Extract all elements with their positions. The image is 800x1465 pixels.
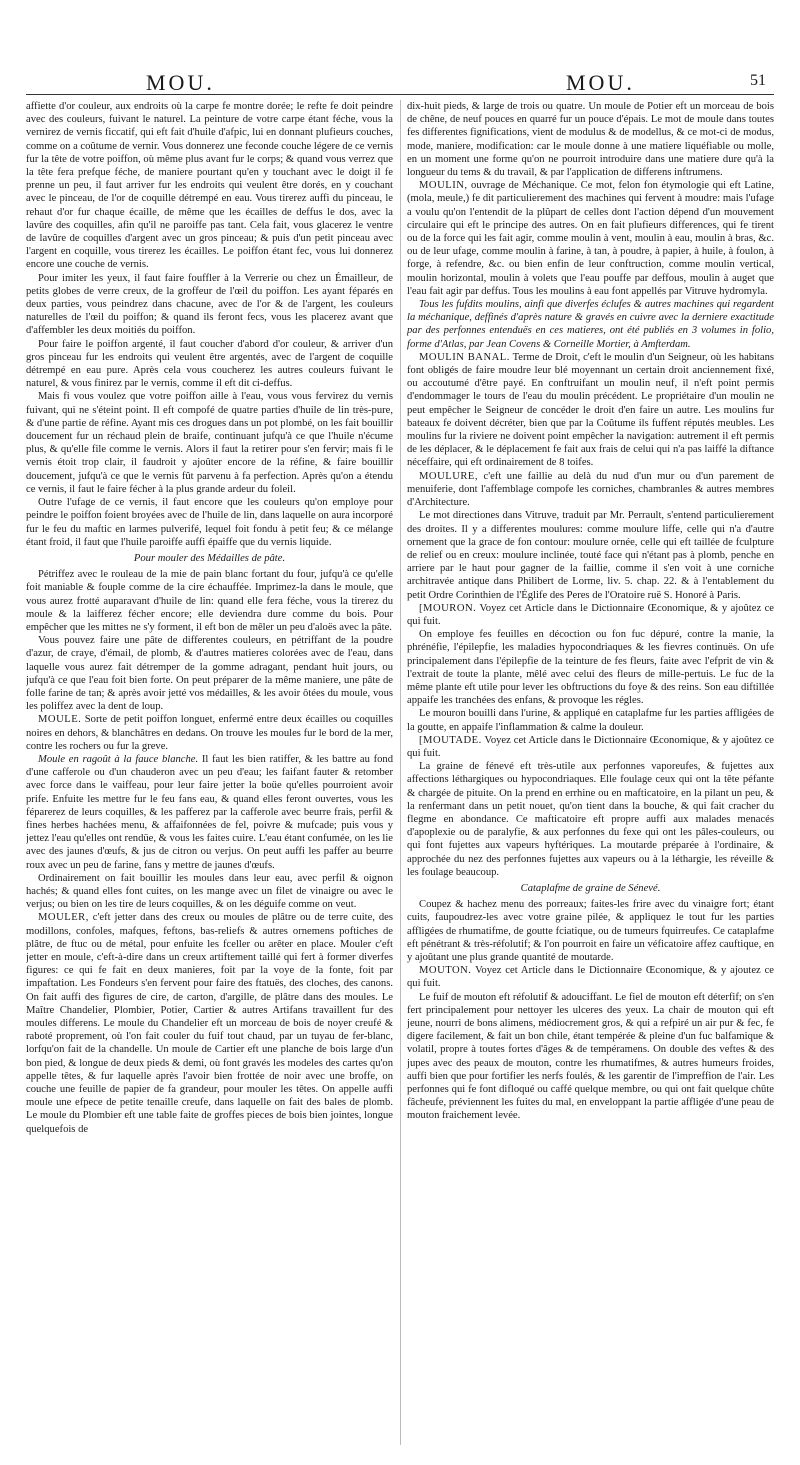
paragraph: Le mot directiones dans Vitruve, traduit par Mr. Perrault, s'entend particulierement des droites. Il y a differentes moulures: comme moulure liffe, celle qui n'a d'autre ornement que la grace de fon contour: moulure ornée, celle qui eft taillée de fculpture de relief ou en creux: moulure inclinée, touté face qui n'étant pas à plomb, penche en arriere par le haut pour gagner de la faillie, comme il s'en voit à une corniche architravée antique dans Philibert de Lorme, liv. 5. chap. 22. & à l'entablement du petit Ordre Corinthien de l'Églife des Peres de l'Oratoire ruë S. Honoré à Paris. [407, 510, 774, 601]
left-column [26, 100, 393, 1445]
header-right-word: MOU. [566, 70, 635, 95]
entry-headword: [MOUTADE. [419, 734, 482, 746]
text-columns [26, 100, 774, 1445]
entry-text: Voyez cet Article dans le Dictionnaire Œconomique, & y ajoutez ce qui fuit. [407, 965, 774, 990]
paragraph: Coupez & hachez menu des porreaux; faites-les frire avec du vinaigre fort; étant cuits, faupoudrez-les avec votre graine pilée, & appliquez le tout fur les parties affligées de rhumatifme, de goutte fciatique, ou de tumeurs fquirreufes. Ce cataplafme eft pénétrant & très-réfolutif; & l'on pourroit en faire un véficatoire affez cauftique, en y ajoûtant une plus grande quantité de moutarde. [407, 899, 774, 963]
entry-mouler [26, 911, 393, 1135]
entry-moulure [407, 470, 774, 510]
paragraph: La graine de fénevé eft très-utile aux perfonnes vaporeufes, & fujettes aux affections léthargiques ou hypocondriaques. Elle foulage ceux qui ont la tête péfante & chargée de pituite. On la prend en errhine ou en mafticatoire, en la pilant un peu, & la renfermant dans un petit nouet, qu'on tient dans la bouche, & qui fait cracher du flegme en abondance. Ce mafticatoire eft propre auffi aux malades menacés d'apoplexie ou de paralyfie, & aux perfonnes du fexe qui ont les pâles-couleurs, ou qui font fujettes aux vapeurs hyftériques. La moutarde préparée à l'ordinaire, & approchée du nez des perfonnes fujettes aux vapeurs ou à la léthargie, les réveille & les foulage beaucoup. [407, 761, 774, 878]
column-divider [400, 100, 401, 1445]
entry-mouton [407, 964, 774, 990]
entry-headword: Moule en ragoût à la fauce blanche. [38, 753, 199, 765]
entry-text: Tous les fufdits moulins, ainfi que diverfes éclufes & autres machines qui regardent la méchanique, deffinés d'après nature & gravés en cuivre avec la derniere exactitude par des perfonnes entenduës en ces matieres, ont été publiés en 3 volumes in folio, forme d'Atlas, par Jean Covens & Corneille Mortier, à Amfterdam. [407, 299, 774, 350]
entry-headword: MOULIN, [419, 180, 468, 192]
paragraph: Outre l'ufage de ce vernis, il faut encore que les couleurs qu'on employe pour peindre le poiffon foient broyées avec de l'huile de lin, dans laquelle on aura incorporé fur le feu du maftic en larmes pulverifé, lequel foit fondu à petit feu; & ce mélange étant froid, il faut que l'huile paroiffe auffi épaiffe que du vernis liquide. [26, 497, 393, 548]
entry-headword: MOULURE, [419, 470, 479, 482]
section-subheading: Pour mouler des Médailles de pâte. [133, 552, 286, 564]
paragraph: Vous pouvez faire une pâte de differentes couleurs, en pétriffant de la poudre d'azur, de craye, d'émail, de plomb, & d'autres matieres colorées avec de l'eau, dans laquelle vous aurez fait détremper de la gomme adragant, pendant huit jours, ou jufqu'à ce que l'eau foit bien forte. On peut préparer de la même maniere, une pâte de folle farine de tan; & après avoir jetté vos médailles, & les avoir ôtées du moule, vous les poliffez avec la dent de loup. [26, 635, 393, 713]
entry-text: Sorte de petit poiffon longuet, enfermé entre deux écailles ou coquilles noires en dehors, & blanchâtres en dedans. On trouve les moules fur le bord de la mer, contre les rochers ou fur la greve. [26, 714, 393, 752]
paragraph-italic [407, 298, 774, 351]
entry-mouron [407, 602, 774, 628]
entry-headword: MOULE. [38, 714, 82, 726]
entry-text: c'eft une faillie au delà du nud d'un mur ou d'un parement de menuiferie, dont l'affemblage compofe les corniches, chambranles & autres membres d'Architecture. [407, 470, 774, 509]
entry-moule [26, 713, 393, 753]
entry-moulin [407, 179, 774, 298]
entry-text: Il faut les bien ratiffer, & les battre au fond d'une cafferole ou d'un chauderon avec un peu d'eau; les faifant fauter & retomber avec force dans le vaiffeau, pour leur faire jetter la boüe qu'elles pourroient avoir prife. Enfuite les mettre fur le feu fans eau, & quand elles feront ouvertes, vous les féparerez de leurs coquilles, & les pafferez par la cafferole avec beurre frais, perfil & fines herbes hachées menu, & affaifonnées de fel, poivre & mufcade; puis vous y jettez l'eau qu'elles ont rendüe, & vous les faites cuire. L'eau étant confumée, on les lie avec des jaunes d'œufs, & jus de citron ou verjus. On peut auffi les paffer au beurre roux avec un peu de farine, fans y mettre de jaunes d'œufs. [26, 753, 393, 871]
entry-text: Voyez cet Article dans le Dictionnaire Œconomique, & y ajoûtez ce qui fuit. [407, 602, 774, 627]
entry-moule-ragout [26, 753, 393, 872]
header-left-word: MOU. [146, 70, 215, 95]
entry-headword: MOUTON. [419, 965, 472, 977]
paragraph: Pour imiter les yeux, il faut faire fouffler à la Verrerie ou chez un Émailleur, de petits globes de verre creux, de la groffeur de l'œil du poiffon. Les ayant féparés en deux parties, vous peindrez dans chacune, avec de l'or & de l'argent, les couleurs naturelles de l'œil du poiffon; & quand ils feront fecs, vous les placerez avant que d'affembler les deux moitiés du poiffon. [26, 272, 393, 337]
paragraph: Ordinairement on fait bouillir les moules dans leur eau, avec perfil & oignon hachés; & quand elles font cuites, on les mange avec un filet de vinaigre ou avec le verjus; ou bien on les tire de leurs coquilles, & on les déguife comme on veut. [26, 872, 393, 911]
entry-moulin-banal [407, 351, 774, 470]
paragraph: Le fuif de mouton eft réfolutif & adouciffant. Le fiel de mouton eft déterfif; on s'en fert principalement pour nettoyer les ulceres des yeux. La chair de mouton qui eft jeune, nourri de bons alimens, médiocrement gros, & qui a refpiré un air pur & fec, fe digere facilement, & fait un bon chile, étant tempérée & pleine d'un fuc balfamique & volatil, propre à toutes fortes d'âges & de tempéramens. On double des veftes & des jupes avec des peaux de mouton, contre les rhumatifmes, & autres humeurs froides, auffi bien que pour fortifier les nerfs foulés, & les garentir de l'impreffion de l'air. Les perfonnes qui fe font difloqué ou caffé quelque membre, ou qui ont fait quelque chûte fâcheufe, préviennent les fuites du mal, en enveloppant la partie affligée d'une peau de mouton fraichement levée. [407, 991, 774, 1122]
paragraph: Pour faire le poiffon argenté, il faut coucher d'abord d'or couleur, & arriver d'un gros pinceau fur les endroits qui veulent être argentés, avec de l'argent de coquille détrempé en eau pure. Après cela vous coucherez les autres couleurs fuivant le naturel, & vous finirez par le vernis, comme il eft dit ci-deffus. [26, 338, 393, 390]
entry-text: Voyez cet Article dans le Dictionnaire Œconomique, & y ajoûtez ce qui fuit. [407, 734, 774, 759]
header-rule [26, 94, 774, 95]
entry-headword: [MOURON. [419, 602, 477, 614]
page-number: 51 [750, 72, 766, 89]
paragraph: Le mouron bouilli dans l'urine, & appliqué en cataplafme fur les parties affligées de la goutte, en appaife l'inflammation & calme la douleur. [407, 708, 774, 733]
right-column [407, 100, 774, 1445]
paragraph: Pétriffez avec le rouleau de la mie de pain blanc fortant du four, jufqu'à ce qu'elle foit maniable & fouple comme de la cire échauffée. Imprimez-la dans le moule, que vous aurez frotté auparavant d'huile de lin: quand elle fera féche, vous la tirerez du moule & la laifferez fécher encore; elle deviendra dure comme du bois. Pour empêcher que les mittes ne s'y forment, il eft bon de mêler un peu d'aloës avec la pâte. [26, 569, 393, 633]
entry-headword: MOULIN BANAL. [419, 351, 510, 363]
paragraph: affiette d'or couleur, aux endroits où la carpe fe montre dorée; le refte fe doit peindre avec des couleurs, fuivant le naturel. La peinture de votre carpe étant féche, vous la vernirez de vernis ficcatif, qui eft fait d'huile d'afpic, lui en donnant plufieurs couches, comme on a coûtume de vernir. Vous donnerez une feconde couche légere de ce vernis fur la tête de votre poiffon, où même plus avant fur le corps; & quand vous verrez que la tête fera prefque féche, de maniere pourtant qu'en y touchant avec le doigt il fe prenne un peu, il faut arriver fur les endroits qui veulent être dorés, en y couchant avec le pinceau, de l'or de coquille détrempé en eau. Vous tirerez auffi du pinceau, le rehaut d'or fur chaque écaille, de même que les écailles de deffus le dos, avec la lavûre des coquilles, afin qu'il ne paroiffe pas tant. Cela fait, vous glacerez le ventre de lavûre de coquilles d'argent avec un gros pinceau; & puis d'un petit pinceau avec l'argent en coquille, vous tirerez les écailles. Le poiffon étant fec, vous lui donnerez encore une couche de vernis. [26, 101, 393, 271]
entry-text: Terme de Droit, c'eft le moulin d'un Seigneur, où les habitans font obligés de faire moudre leur blé moyennant un certain droit anciennement fixé, ou accoutumé d'être payé. En conftruifant un moulin neuf, il n'eft point permis d'endommager le tours de l'eau du moulin précédent. Le propriétaire d'un moulin ne peut empêcher le Seigneur de concéder le droit d'en faire un autre. Les moulins fur bateaux fe doivent décréter, bien que par la Coûtume ils fuffent réputés meubles. Les moulins fur la riviere ne doivent point empêcher la navigation: autrement il eft permis de les déplacer, & le déplacement fe fait aux frais de celui qui n'a pas laiffé la diftance néceffaire, qui eft ordinairement de 8 toifes. [407, 351, 774, 469]
entry-text: c'eft jetter dans des creux ou moules de plâtre ou de terre cuite, des modillons, confoles, mafques, feftons, bas-reliefs & autres ornemens poftiches de plâtre, de ftuc ou de métal, pour enfuite les fceller ou arêter en place. Mouler c'eft jetter en moule, c'eft-à-dire dans un creux artiftement taillé qui fert à former diverfes figures: ce qui fe fait en deux manieres, foit par la voye de la fonte, foit par impaftation. Les Fondeurs s'en fervent pour faire des ftatuës, des cloches, des canons. On fait auffi des figures de cire, de carton, d'argille, de plâtre dans des moules. Le Maître Chandelier, Plombier, Potier, Cartier & autres Artifans travaillent fur des moules differens. Le moule du Chandelier eft un morceau de bois de noyer creufé & raboté proprement, où l'on fait couler du fuif tout chaud, par un tuyau de fer-blanc, lorfqu'on fait de la chandelle. Un moule de Cartier eft une planche de bois large d'un bon pied, & longue de deux pieds & demi, où font gravés les modeles des cartes qu'on appelle têtes, & fur laquelle après l'avoir bien frottée de noir avec une broffe, on couche une feuille de papier de fa grandeur, pour mouler les têtes. On appelle auffi moule une efpece de petite tenaille creufe, dans laquelle on fait des bales de plomb. Le moule du Plombier eft une table faite de groffes pieces de bois bien jointes, longue quelquefois de [26, 912, 393, 1135]
entry-moutade [407, 734, 774, 760]
paragraph: dix-huit pieds, & large de trois ou quatre. Un moule de Potier eft un morceau de bois de chêne, de neuf pouces en quarré fur un pouce d'épais. Le mot de moule dans toutes fes differentes fignifications, vient de modulus & de modellus, & ce mot-ci de modus, mode, maniere, modification: car le moule donne à une matiere liquéfiable ou molle, en un moment une forme qu'on ne pourroit introduire dans une matiere dure qu'à la longueur du tems & du travail, & par l'application de differens inftrumens. [407, 101, 774, 179]
entry-text: ouvrage de Méchanique. Ce mot, felon fon étymologie qui eft Latine, (mola, meule,) fe dit particulierement des machines qui fervent à moudre: mais l'ufage a voulu qu'on l'entendit de la plûpart de celles dont l'action dépend d'un mouvement circulaire qui eft le principe des autres. On en fait plufieurs differences, qui fe tirent ou de la force qui les fait agir, comme moulin à vent, moulin à eau, moulin à bras, &c. ou de leur ufage, comme moulin à farine, à tan, à poudre, à papier, à huile, à foulon, à forge, à refendre, &c. ou bien enfin de leur conftruction, comme moulin vertical, moulin horizontal, moulin à volets que l'eau pouffe par deffous, moulin à auget que l'eau fait agir par deffus. Tous les moulins à eau font appellés par Vitruve hydromyla. [407, 180, 774, 297]
section-subheading: Cataplafme de graine de Sénevé. [520, 882, 661, 894]
entry-headword: MOULER, [38, 912, 89, 924]
paragraph: On employe fes feuilles en décoction ou fon fuc dépuré, contre la manie, la phrénéfie, l'épilepfie, les maladies hypocondriaques & les fievres continuës. On ufe principalement dans l'épilepfie de la teinture de fes fleurs, faite avec l'efprit de vin & l'extrait de toute la plante, mêlé avec celui des fleurs de mille-pertuis. Le fuc de la même plante eft utile pour lever les obftructions du foye & des reins. Son eau diftillée appaife les tranchées des enfans, & provoque les régles. [407, 629, 774, 707]
paragraph: Mais fi vous voulez que votre poiffon aille à l'eau, vous vous fervirez du vernis fuivant, qui ne s'éteint point. Il eft compofé de quatre parties d'huile de lin très-pure, & d'une partie de réfine. Ayant mis ces drogues dans un pot plombé, on les fait bouillir doucement fur un réchaud plein de braife, continuant jufqu'à ce que l'huile n'écume plus, & qu'elle file comme le vernis. Alors il faut la retirer pour s'en fervir; mais fi le vernis étoit trop clair, il faudroit y ajoûter encore de la réfine, & faire bouillir doucement, jufqu'à ce que le vernis fût parvenu à fa perfection. Après qu'on a étendu ce vernis, il faut le faire fécher à la plus grande ardeur du foleil. [26, 391, 393, 495]
